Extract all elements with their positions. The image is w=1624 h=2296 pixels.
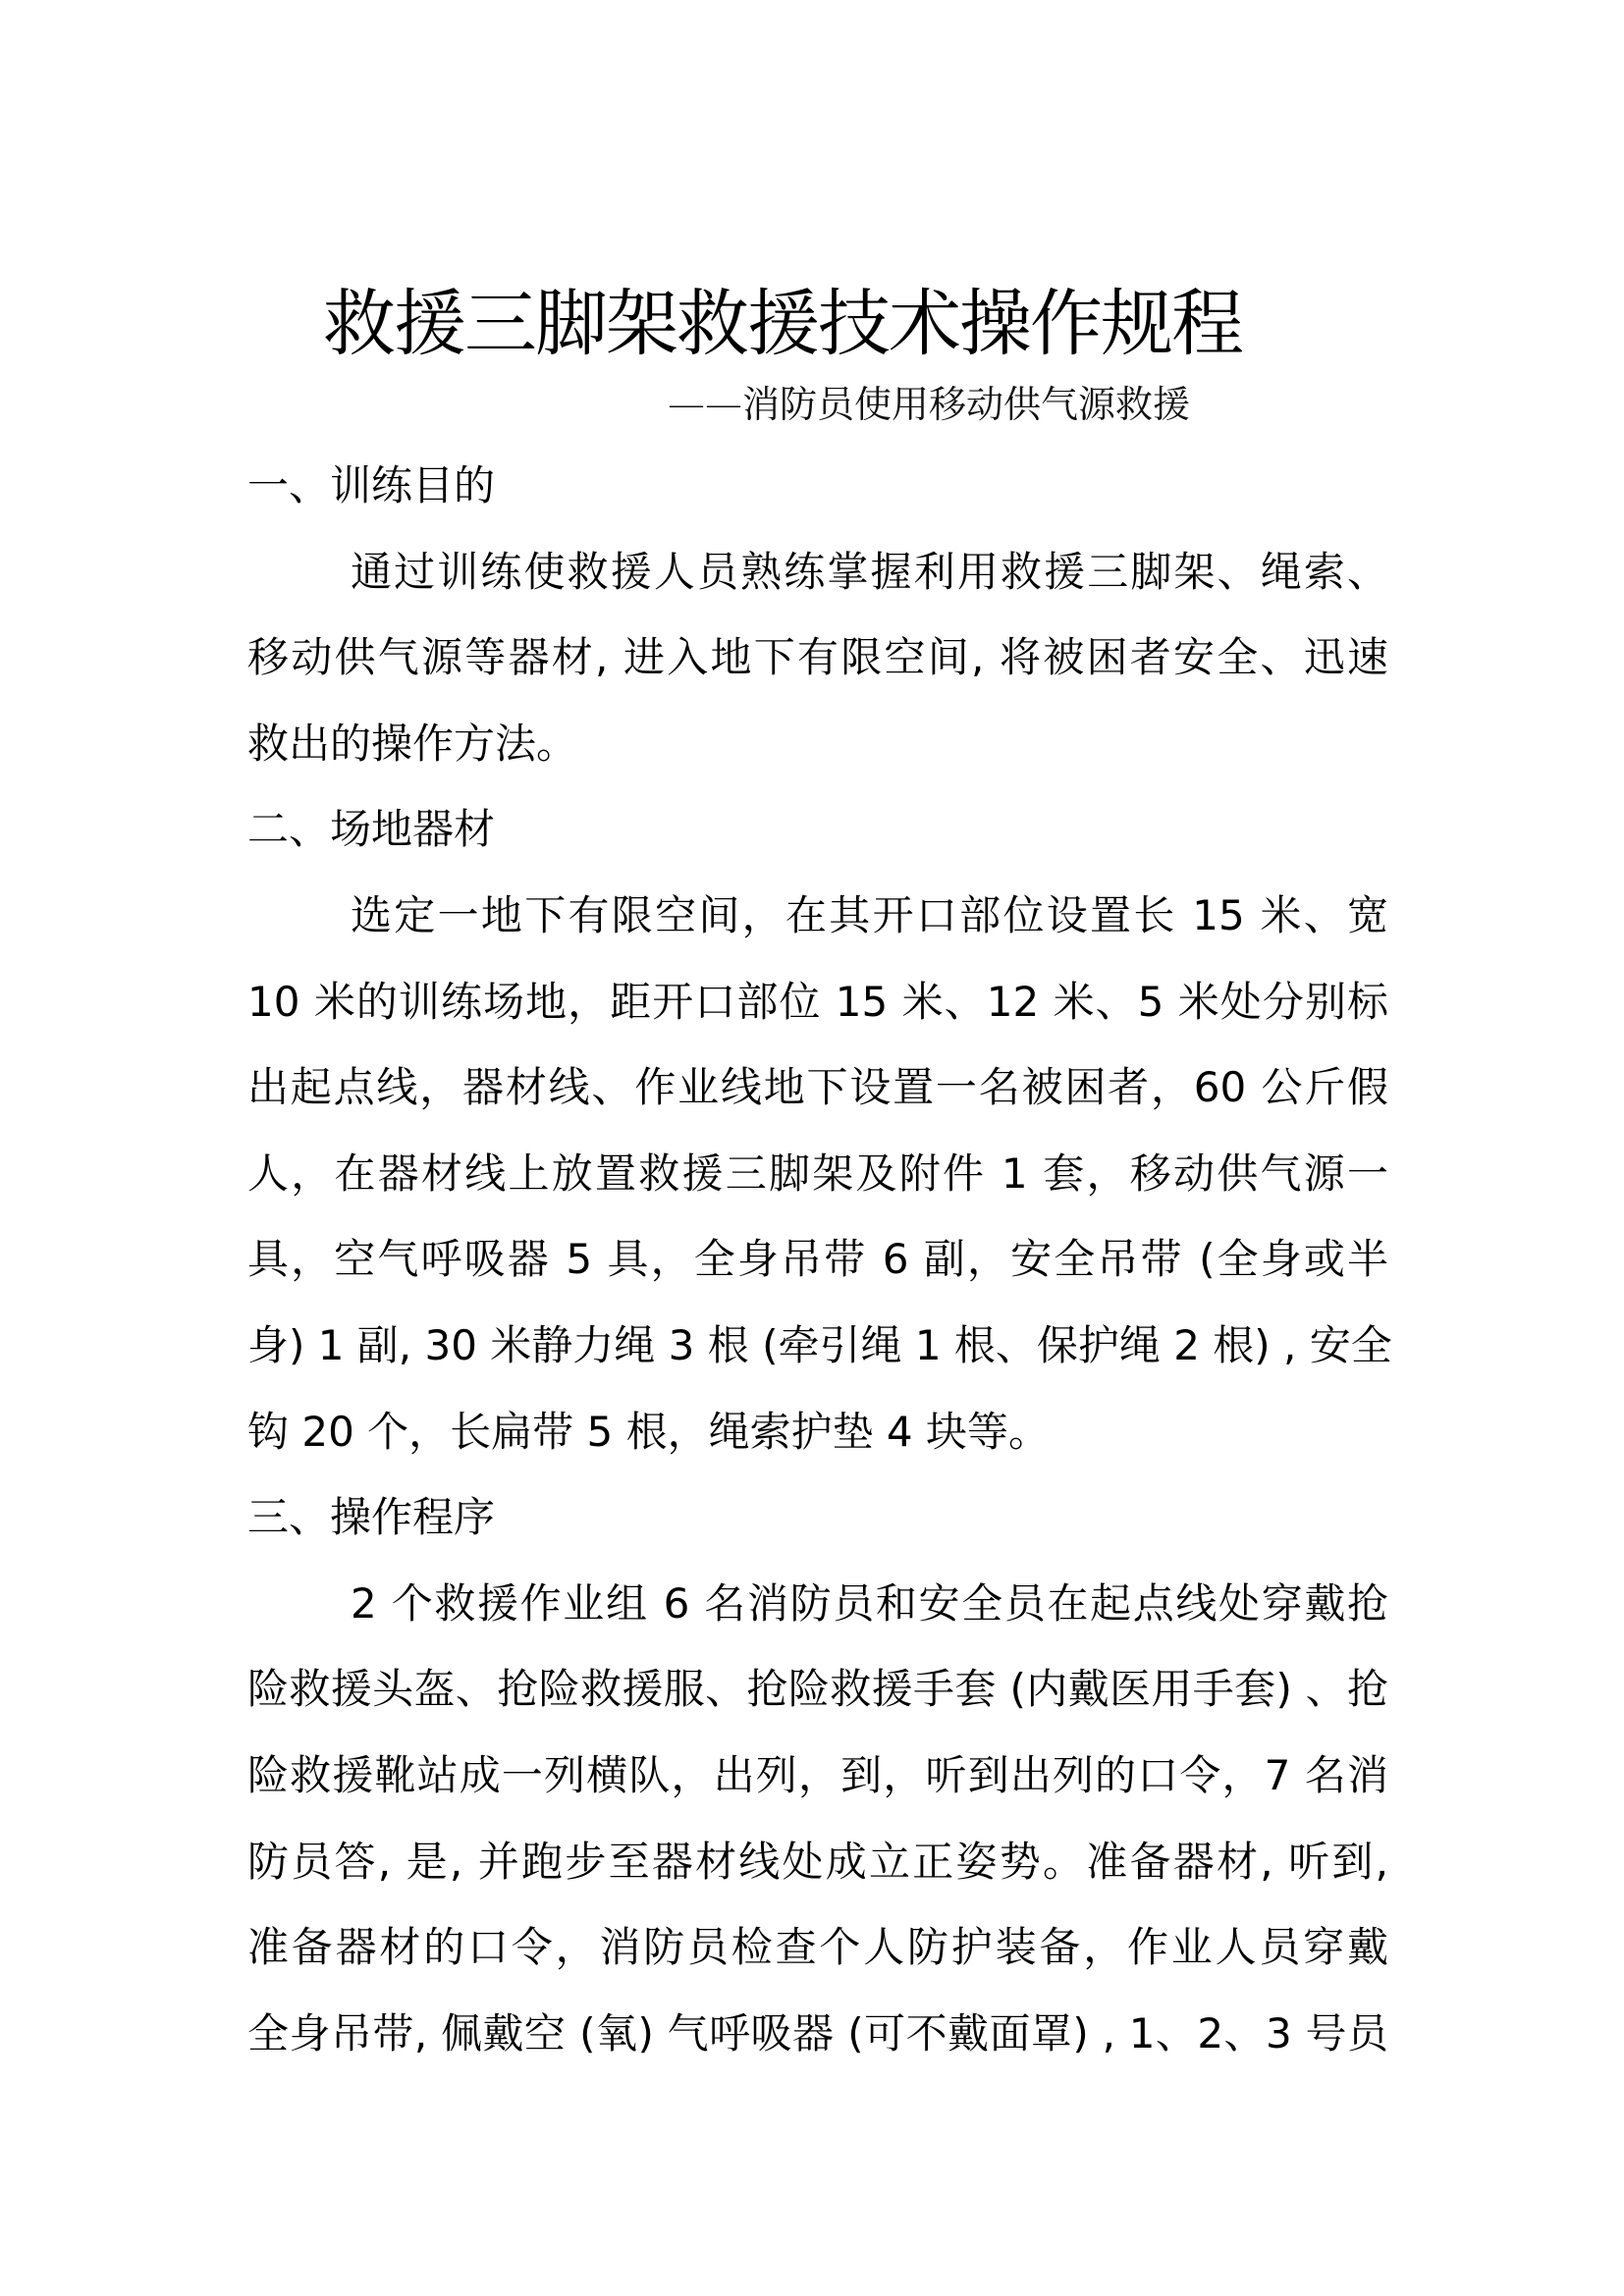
paragraph-line: 人，在器材线上放置救援三脚架及附件 1 套，移动供气源一: [247, 1148, 1388, 1198]
section-heading: 一、训练目的: [247, 461, 496, 509]
paragraph-line: 出起点线，器材线、作业线地下设置一名被困者，60 公斤假: [247, 1063, 1388, 1112]
paragraph-line: 2 个救援作业组 6 名消防员和安全员在起点线处穿戴抢: [351, 1578, 1388, 1628]
paragraph-line: 救出的操作方法。: [247, 719, 578, 768]
document-subtitle: ——消防员使用移动供气源救援: [668, 383, 1191, 426]
paragraph-line: 身) 1 副, 30 米静力绳 3 根 (牵引绳 1 根、保护绳 2 根) , 安全: [247, 1320, 1392, 1369]
document-body: [247, 443, 1392, 2076]
section-heading: 三、操作程序: [247, 1493, 496, 1542]
paragraph-line: 防员答, 是, 并跑步至器材线处成立正姿势。准备器材, 听到,: [247, 1837, 1388, 1886]
paragraph-line: 移动供气源等器材, 进入地下有限空间, 将被困者安全、迅速: [247, 633, 1388, 682]
paragraph-line: 险救援靴站成一列横队，出列，到，听到出列的口令，7 名消: [247, 1750, 1388, 1799]
paragraph-line: 选定一地下有限空间，在其开口部位设置长 15 米、宽: [351, 890, 1388, 939]
paragraph-line: 10 米的训练场地，距开口部位 15 米、12 米、5 米处分别标: [247, 977, 1388, 1026]
paragraph-line: 全身吊带, 佩戴空 (氧) 气呼吸器 (可不戴面罩) , 1、2、3 号员: [247, 2008, 1388, 2057]
paragraph-line: 通过训练使救援人员熟练掌握利用救援三脚架、绳索、: [351, 547, 1388, 596]
paragraph-line: 险救援头盔、抢险救援服、抢险救援手套 (内戴医用手套) 、抢: [247, 1665, 1388, 1714]
paragraph-line: 准备器材的口令，消防员检查个人防护装备，作业人员穿戴: [247, 1923, 1388, 1972]
paragraph-line: 具，空气呼吸器 5 具，全身吊带 6 副，安全吊带 (全身或半: [247, 1235, 1388, 1284]
paragraph-line: 钩 20 个，长扁带 5 根，绳索护垫 4 块等。: [247, 1407, 1050, 1456]
document-title: [0, 277, 1624, 371]
document-title-text: 救援三脚架救援技术操作规程: [323, 282, 1242, 366]
section-heading: 二、场地器材: [247, 805, 496, 854]
